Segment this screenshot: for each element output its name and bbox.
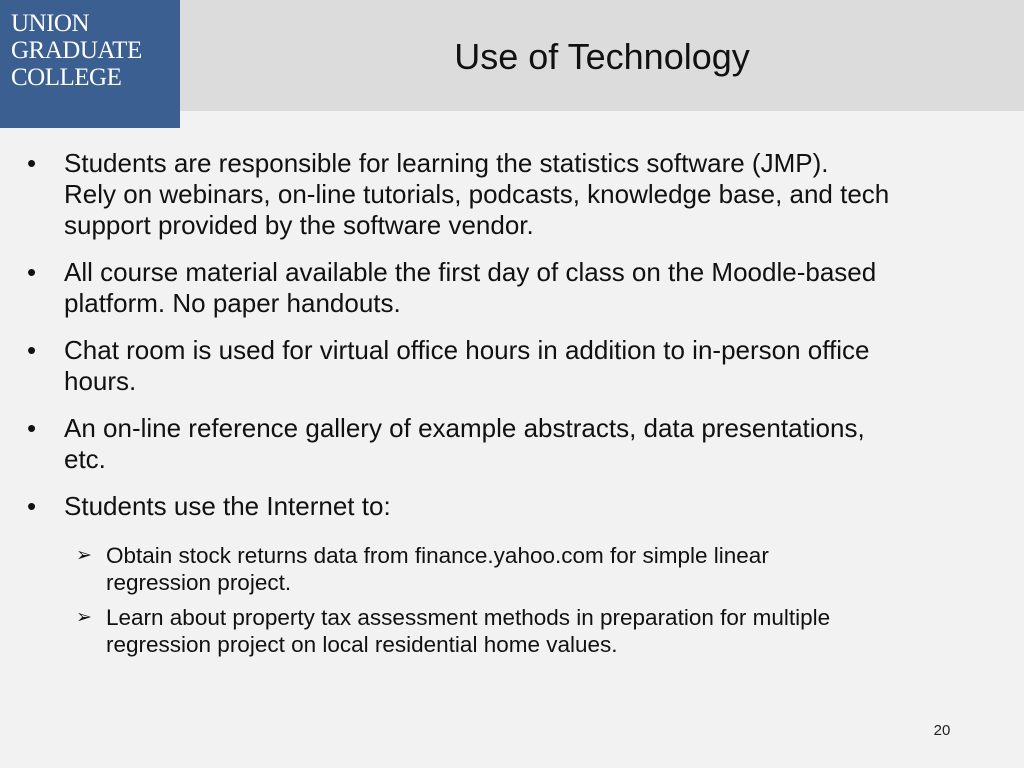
bullet-line: hours. (64, 366, 137, 396)
bullet-dot: • (27, 413, 37, 443)
bullet-item-course-material (0, 257, 1024, 319)
sub-bullet-line: regression project. (106, 570, 292, 595)
sub-bullet-line: Learn about property tax assessment methods in preparation for multiple (106, 605, 831, 630)
sub-bullet-property-tax (0, 604, 1024, 658)
bullet-dot: • (27, 148, 37, 178)
sub-bullet-line: regression project on local residential home values. (106, 632, 618, 657)
bullet-line: Students use the Internet to: (64, 491, 391, 521)
bullet-item-internet (0, 491, 1024, 522)
sub-bullet-line: Obtain stock returns data from finance.yahoo.com for simple linear (106, 543, 769, 568)
bullet-line: Chat room is used for virtual office hours in addition to in-person office (64, 335, 870, 365)
bullet-item-reference-gallery (0, 413, 1024, 475)
slide-body (0, 148, 1024, 666)
logo-line-1: UNION (11, 10, 90, 37)
bullet-dot: • (27, 491, 37, 521)
logo-line-2: GRADUATE (11, 37, 142, 64)
bullet-item-chat-room (0, 335, 1024, 397)
bullet-line: All course material available the first day of class on the Moodle-based (64, 257, 877, 287)
slide-title: Use of Technology (454, 35, 750, 77)
bullet-line: etc. (64, 444, 106, 474)
arrow-bullet-icon: ➢ (76, 545, 92, 566)
page-number: 20 (933, 722, 951, 739)
sub-bullet-stock-returns (0, 542, 1024, 596)
bullet-line: support provided by the software vendor. (64, 210, 534, 240)
arrow-bullet-icon: ➢ (76, 607, 92, 628)
union-graduate-college-logo (0, 0, 180, 128)
bullet-dot: • (27, 335, 37, 365)
logo-line-3: COLLEGE (11, 64, 122, 91)
bullet-line: Rely on webinars, on-line tutorials, podcasts, knowledge base, and tech (64, 179, 890, 209)
bullet-item-software (0, 148, 1024, 241)
bullet-line: An on-line reference gallery of example abstracts, data presentations, (64, 413, 865, 443)
bullet-dot: • (27, 257, 37, 287)
sub-bullet-list (0, 542, 1024, 658)
bullet-line: platform. No paper handouts. (64, 288, 401, 318)
bullet-line: Students are responsible for learning the statistics software (JMP). (64, 148, 829, 178)
